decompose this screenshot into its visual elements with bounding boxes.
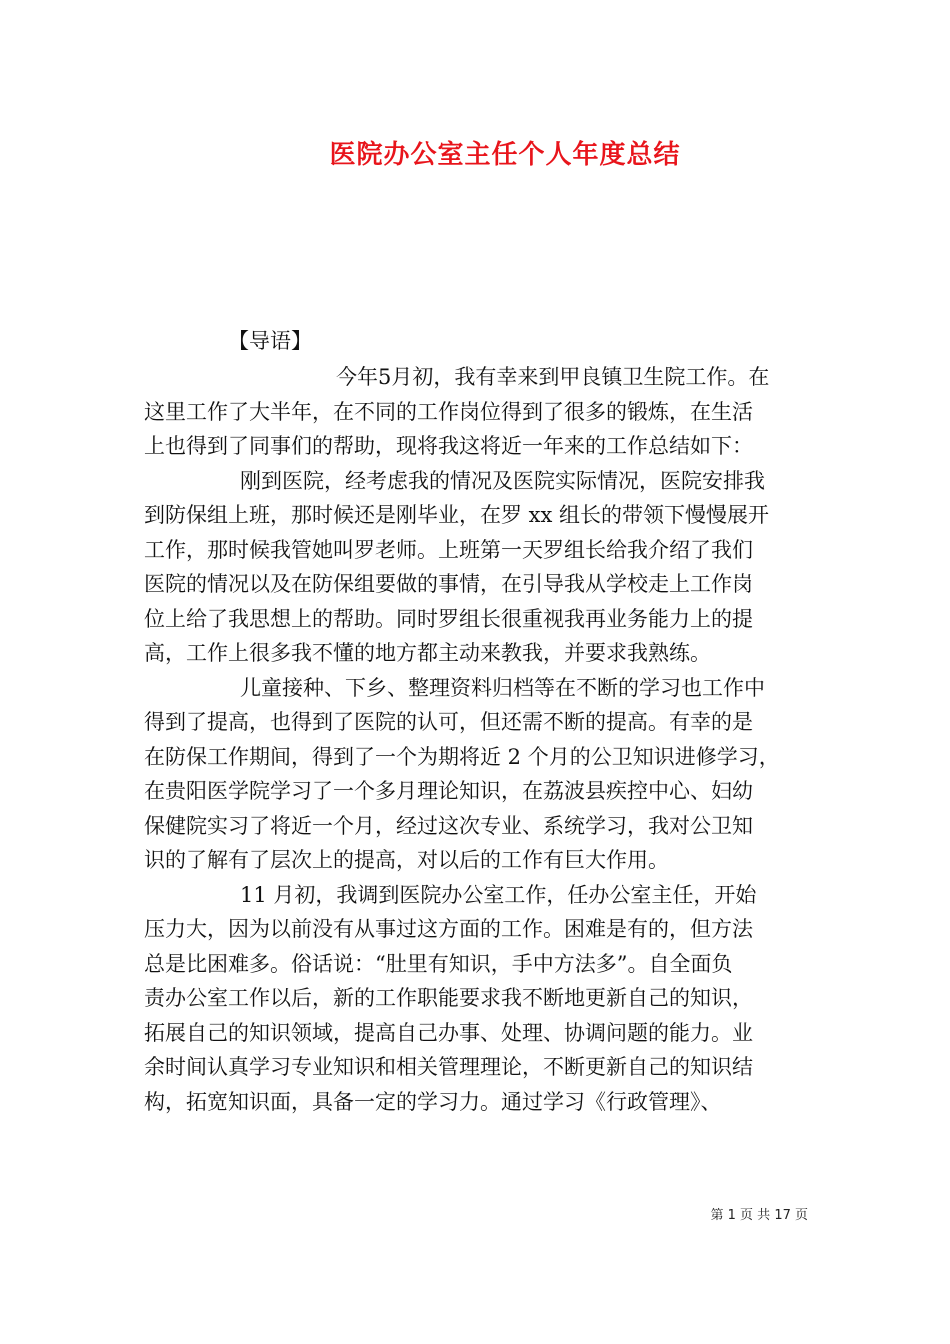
body-line: 保健院实习了将近一个月，经过这次专业、系统学习，我对公卫知	[144, 813, 753, 838]
body-line: 拓展自己的知识领域，提高自己办事、处理、协调问题的能力。业	[144, 1020, 753, 1045]
body-line: 压力大，因为以前没有从事过这方面的工作。困难是有的，但方法	[144, 917, 753, 941]
body-line: 到防保组上班，那时候还是刚毕业，在罗 xx 组长的带领下慢慢展开	[144, 503, 770, 527]
body-line: 位上给了我思想上的帮助。同时罗组长很重视我再业务能力上的提	[144, 606, 753, 631]
page-number: 第 1 页 共 17 页	[710, 1208, 808, 1223]
body-line: 总是比困难多。俗话说：“肚里有知识，手中方法多”。自全面负	[144, 951, 733, 976]
body-line: 儿童接种、下乡、整理资料归档等在不断的学习也工作中	[240, 675, 765, 700]
body-line: 刚到医院，经考虑我的情况及医院实际情况，医院安排我	[240, 468, 765, 493]
body-line: 在贵阳医学院学习了一个多月理论知识，在荔波县疾控中心、妇幼	[144, 779, 753, 803]
body-line: 上也得到了同事们的帮助，现将我这将近一年来的工作总结如下：	[144, 434, 753, 458]
body-line: 构，拓宽知识面，具备一定的学习力。通过学习《行政管理》、	[144, 1089, 722, 1114]
body-line: 余时间认真学习专业知识和相关管理理论，不断更新自己的知识结	[144, 1055, 753, 1079]
body-line: 今年5月初，我有幸来到甲良镇卫生院工作。在	[336, 365, 770, 389]
body-line: 这里工作了大半年，在不同的工作岗位得到了很多的锻炼，在生活	[144, 399, 753, 424]
body-line: 在防保工作期间，得到了一个为期将近 2 个月的公卫知识进修学习，	[144, 744, 780, 769]
lead-tag: 【导语】	[228, 329, 312, 353]
body-line: 医院的情况以及在防保组要做的事情，在引导我从学校走上工作岗	[144, 572, 753, 596]
body-line: 高，工作上很多我不懂的地方都主动来教我，并要求我熟练。	[144, 641, 711, 665]
body-line: 得到了提高，也得到了医院的认可，但还需不断的提高。有幸的是	[144, 710, 753, 734]
document-title: 医院办公室主任个人年度总结	[329, 140, 681, 170]
document-body	[144, 360, 812, 1119]
body-line: 识的了解有了层次上的提高，对以后的工作有巨大作用。	[144, 848, 669, 872]
body-line: 责办公室工作以后，新的工作职能要求我不断地更新自己的知识，	[144, 986, 753, 1010]
body-line: 11 月初，我调到医院办公室工作，任办公室主任，开始	[240, 882, 757, 907]
body-line: 工作，那时候我管她叫罗老师。上班第一天罗组长给我介绍了我们	[144, 537, 753, 562]
